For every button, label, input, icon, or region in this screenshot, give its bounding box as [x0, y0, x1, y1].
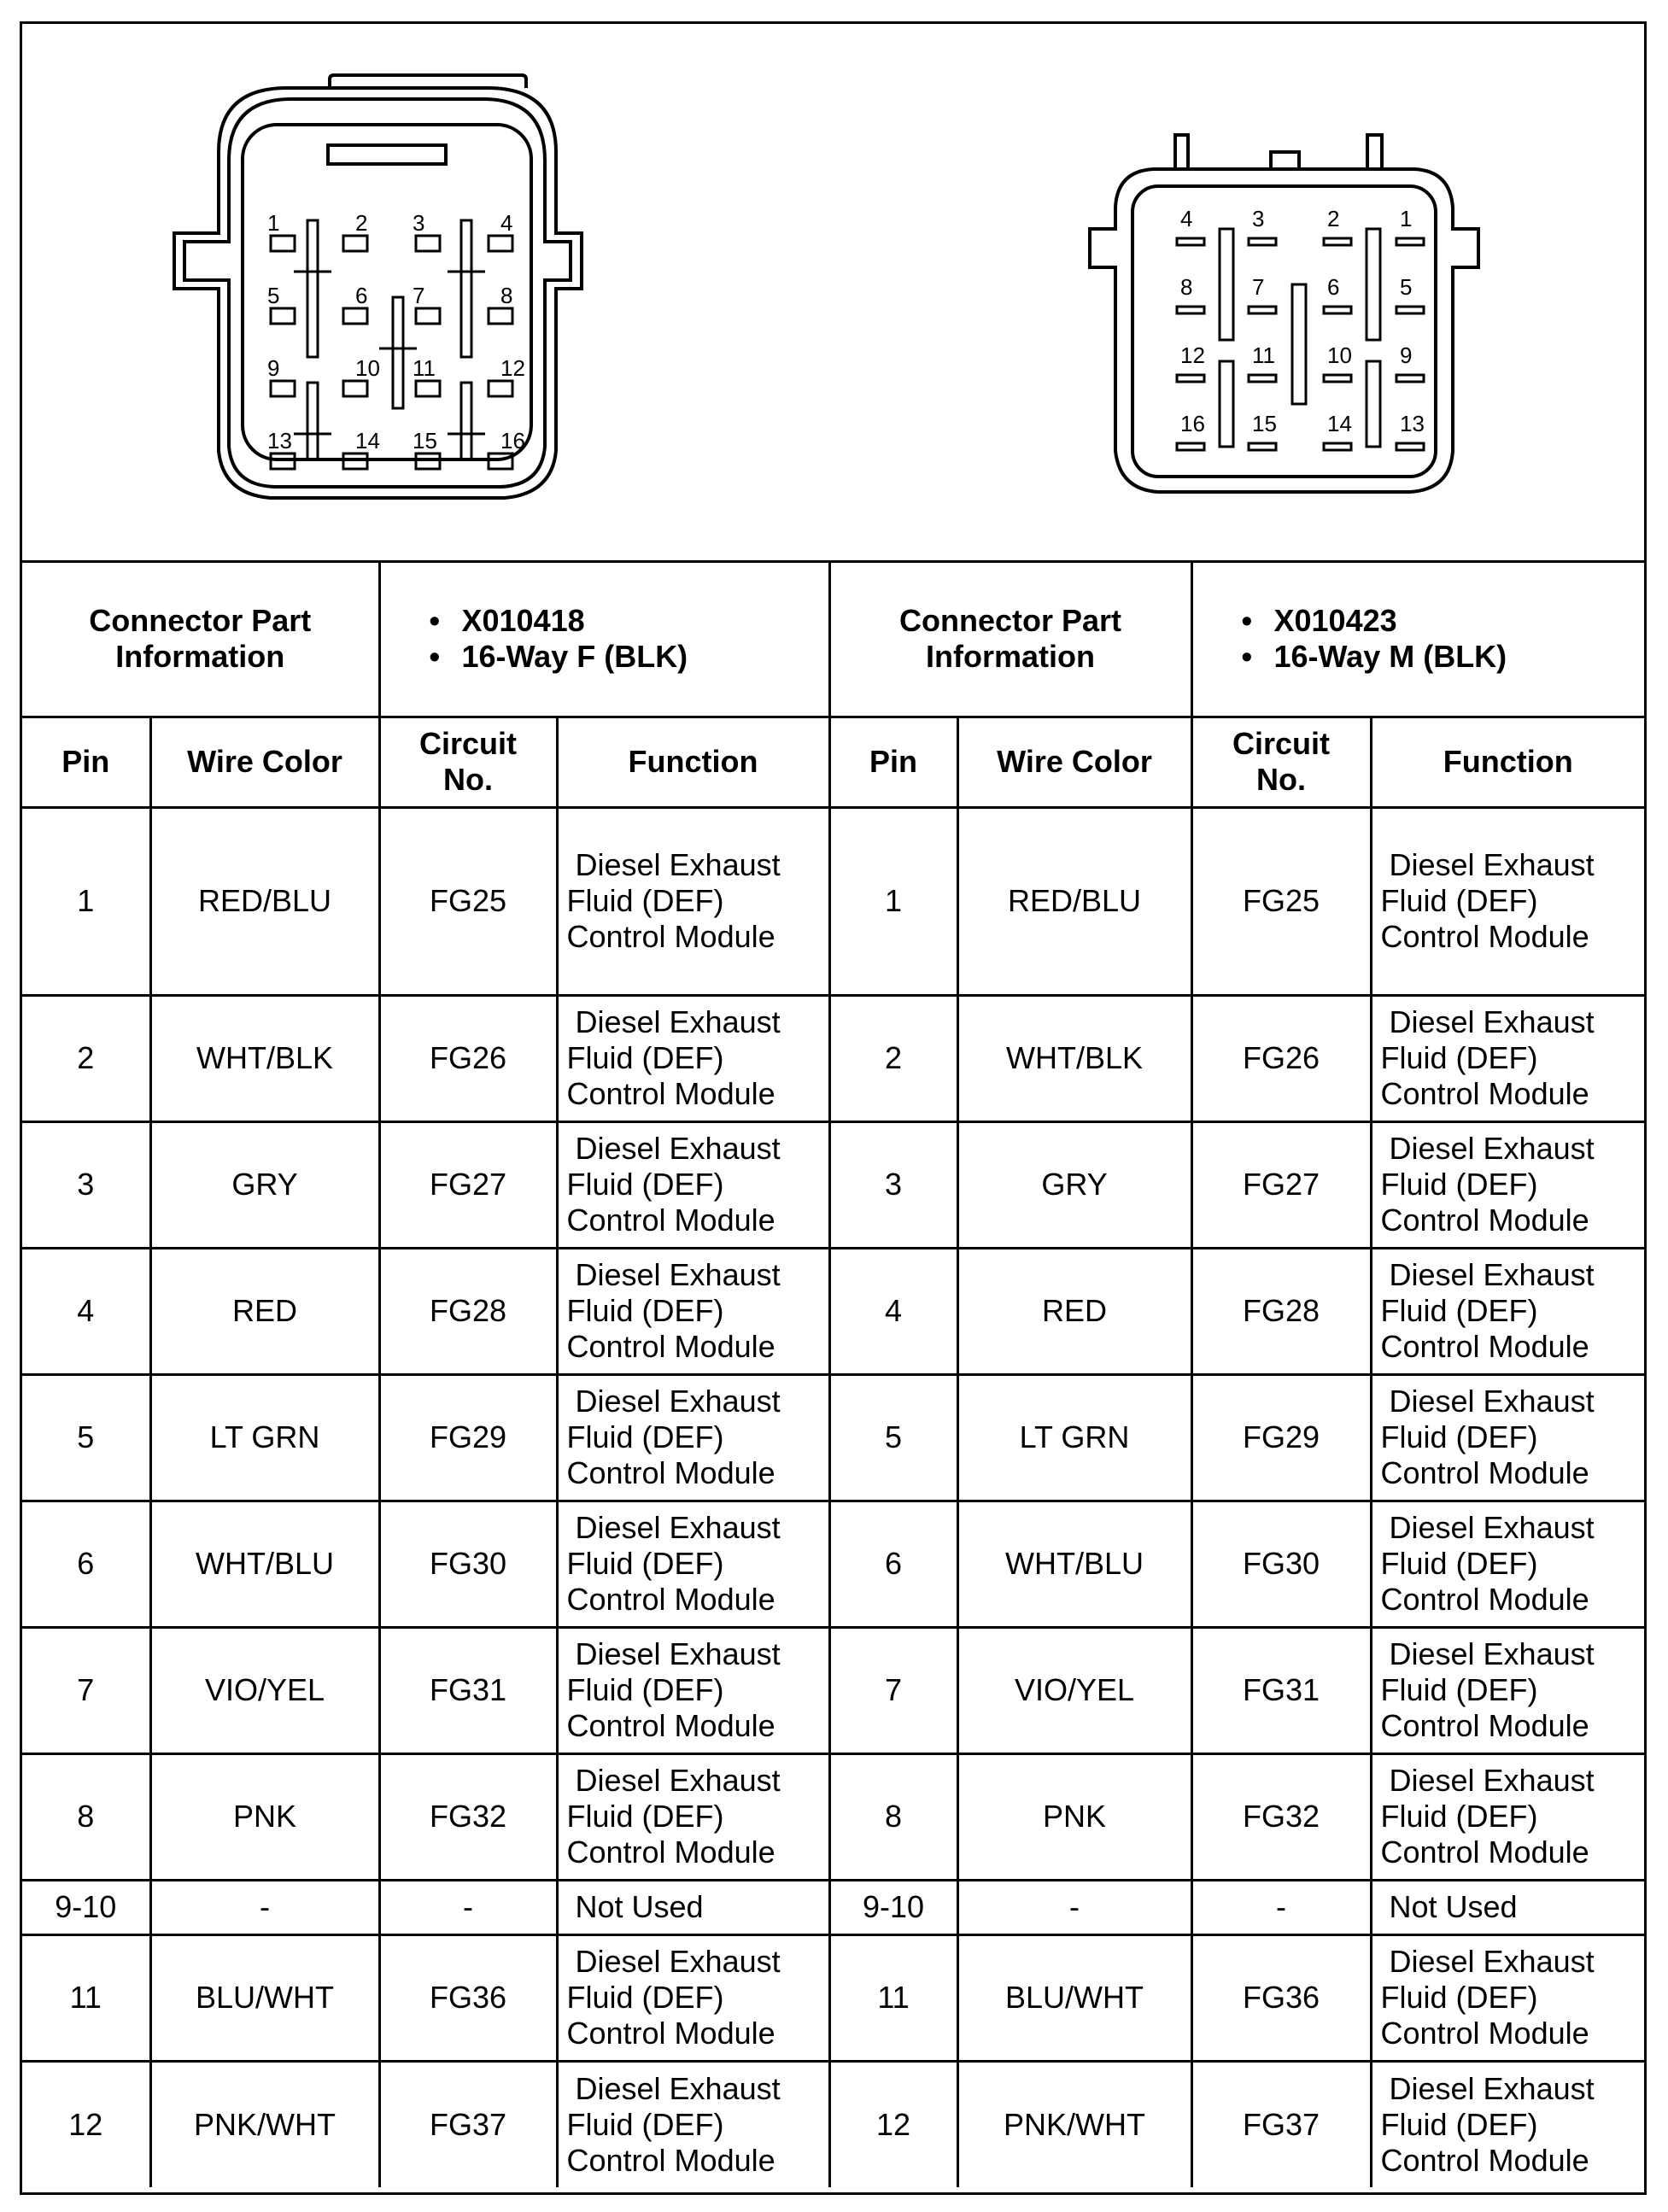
function-line: Diesel Exhaust: [1389, 2070, 1595, 2106]
function-cell: [557, 1934, 829, 2061]
pin-label: 6: [355, 283, 368, 308]
function-line: Fluid (DEF): [1380, 1546, 1538, 1581]
key-rib: [461, 383, 471, 459]
table-row: [22, 995, 1644, 1121]
wire-color-cell: WHT/BLU: [957, 1501, 1191, 1627]
connector-info-values-left: [379, 563, 829, 717]
function-line: Control Module: [566, 2142, 775, 2178]
pin-slot: [1396, 307, 1424, 313]
function-cell: [557, 1121, 829, 1248]
circuit-cell: FG28: [379, 1248, 557, 1374]
pin-label: 15: [1252, 411, 1277, 436]
pin-slot: [416, 236, 440, 251]
pin-slot: [271, 381, 295, 396]
wire-color-cell: RED/BLU: [150, 807, 379, 995]
pin-slot: [1177, 443, 1204, 450]
pin-cell: 12: [22, 2061, 150, 2187]
function-line: Control Module: [1380, 1455, 1589, 1490]
function-line: Control Module: [566, 1835, 775, 1870]
pin-label: 5: [1400, 274, 1413, 300]
circuit-cell: FG31: [1191, 1627, 1371, 1753]
connector-info-values-right: [1191, 563, 1644, 717]
pin-cell: 6: [22, 1501, 150, 1627]
function-line: Diesel Exhaust: [575, 1257, 781, 1292]
pin-slot: [1177, 307, 1204, 313]
pin-cell: 7: [22, 1627, 150, 1753]
connector-diagrams: [22, 24, 1644, 563]
table-row: [22, 2061, 1644, 2187]
wire-color-cell: LT GRN: [957, 1374, 1191, 1501]
function-line: Control Module: [1380, 2142, 1589, 2178]
circuit-cell: FG27: [1191, 1121, 1371, 1248]
circuit-cell: FG26: [1191, 995, 1371, 1121]
function-line: Fluid (DEF): [1380, 1419, 1538, 1454]
pin-cell: 1: [829, 807, 957, 995]
function-line: Fluid (DEF): [1380, 883, 1538, 918]
pin-cell: 6: [829, 1501, 957, 1627]
function-cell: [1371, 1934, 1644, 2061]
wire-color-cell: PNK: [957, 1753, 1191, 1880]
pin-label: 11: [413, 355, 436, 381]
pin-cell: 5: [829, 1374, 957, 1501]
pin-label: 9: [1400, 342, 1413, 368]
wire-color-cell: VIO/YEL: [957, 1627, 1191, 1753]
pin-label: 7: [413, 283, 425, 308]
function-cell: [1371, 807, 1644, 995]
wire-color-cell: RED/BLU: [957, 807, 1191, 995]
pin-label: 1: [267, 210, 280, 236]
circuit-cell: FG29: [379, 1374, 557, 1501]
wire-color-cell: RED: [150, 1248, 379, 1374]
function-line: Fluid (DEF): [566, 1293, 724, 1328]
wire-color-cell: PNK/WHT: [150, 2061, 379, 2187]
wire-color-cell: LT GRN: [150, 1374, 379, 1501]
function-cell: [557, 2061, 829, 2187]
circuit-cell: FG25: [379, 807, 557, 995]
pin-label: 1: [1400, 206, 1413, 231]
pin-cell: 5: [22, 1374, 150, 1501]
function-line: Diesel Exhaust: [575, 1384, 781, 1419]
pin-cell: 1: [22, 807, 150, 995]
pin-cell: 7: [829, 1627, 957, 1753]
function-line: Diesel Exhaust: [575, 1944, 781, 1979]
circuit-cell: FG32: [1191, 1753, 1371, 1880]
pin-label: 9: [267, 355, 280, 381]
pin-cell: 11: [829, 1934, 957, 2061]
function-line: Fluid (DEF): [1380, 1167, 1538, 1202]
table-row: [22, 1627, 1644, 1753]
connector-description-right: • 16-Way M (BLK): [1274, 639, 1645, 675]
key-rib: [307, 383, 318, 459]
pin-slot: [1324, 238, 1351, 245]
table-row: [22, 1501, 1644, 1627]
function-cell: [1371, 1501, 1644, 1627]
function-line: Fluid (DEF): [566, 1980, 724, 2015]
pin-label: 15: [413, 428, 437, 454]
function-cell: [557, 995, 829, 1121]
function-line: Diesel Exhaust: [575, 2070, 781, 2106]
circuit-cell: FG30: [379, 1501, 557, 1627]
pin-slot: [1324, 307, 1351, 313]
function-line: Control Module: [566, 1708, 775, 1743]
function-line: Control Module: [1380, 919, 1589, 954]
key-rib: [1220, 229, 1233, 340]
pin-label: 10: [1327, 342, 1352, 368]
key-rib: [1367, 361, 1380, 447]
pin-label: 14: [355, 428, 380, 454]
pin-label: 5: [267, 283, 280, 308]
pin-slot: [343, 236, 367, 251]
circuit-cell: FG26: [379, 995, 557, 1121]
function-line: Fluid (DEF): [566, 1040, 724, 1075]
function-cell: [1371, 2061, 1644, 2187]
wire-color-cell: WHT/BLK: [957, 995, 1191, 1121]
pin-label: 16: [500, 428, 525, 454]
pin-label: 13: [1400, 411, 1425, 436]
key-rib: [1292, 284, 1306, 404]
pin-label: 3: [413, 210, 425, 236]
function-line: Diesel Exhaust: [1389, 1763, 1595, 1798]
pin-slot: [1249, 443, 1276, 450]
function-cell: [557, 1627, 829, 1753]
function-cell: [557, 1374, 829, 1501]
pin-slot: [343, 308, 367, 324]
function-line: Fluid (DEF): [566, 1799, 724, 1834]
table-row: [22, 1753, 1644, 1880]
function-cell: [1371, 1627, 1644, 1753]
function-cell: [1371, 1880, 1644, 1934]
wire-color-cell: PNK/WHT: [957, 2061, 1191, 2187]
col-header-wire-color: Wire Color: [150, 717, 379, 807]
pin-label: 6: [1327, 274, 1340, 300]
wire-color-cell: PNK: [150, 1753, 379, 1880]
wire-color-cell: -: [150, 1880, 379, 1934]
pin-slot: [1249, 238, 1276, 245]
pin-cell: 2: [829, 995, 957, 1121]
pin-slot: [1249, 307, 1276, 313]
circuit-cell: FG29: [1191, 1374, 1371, 1501]
connector-info-label-right: Connector Part Information: [829, 563, 1191, 717]
table-row: [22, 1248, 1644, 1374]
connector-x010418-pins: [267, 210, 525, 469]
pin-label: 3: [1252, 206, 1265, 231]
wire-color-cell: BLU/WHT: [957, 1934, 1191, 2061]
pin-slot: [1177, 375, 1204, 382]
col-header-circuit: Circuit No.: [379, 717, 557, 807]
pin-slot: [489, 236, 512, 251]
pin-cell: 4: [22, 1248, 150, 1374]
pin-label: 10: [355, 355, 380, 381]
function-line: Fluid (DEF): [1380, 2106, 1538, 2142]
pin-label: 7: [1252, 274, 1265, 300]
pin-cell: 3: [22, 1121, 150, 1248]
circuit-cell: FG37: [379, 2061, 557, 2187]
pin-label: 8: [500, 283, 513, 308]
pin-slot: [1249, 375, 1276, 382]
function-line: Diesel Exhaust: [575, 1004, 781, 1039]
function-line: Fluid (DEF): [1380, 1672, 1538, 1707]
function-line: Control Module: [566, 1582, 775, 1617]
function-line: Fluid (DEF): [1380, 1293, 1538, 1328]
wire-color-cell: GRY: [957, 1121, 1191, 1248]
part-number-right: • X010423: [1274, 603, 1645, 639]
function-line: Diesel Exhaust: [1389, 1004, 1595, 1039]
function-line: Diesel Exhaust: [1389, 1257, 1595, 1292]
circuit-cell: FG28: [1191, 1248, 1371, 1374]
function-line: Control Module: [1380, 1203, 1589, 1238]
pin-slot: [416, 381, 440, 396]
column-header-row: [22, 717, 1644, 807]
wire-color-cell: GRY: [150, 1121, 379, 1248]
function-line: Diesel Exhaust: [575, 1763, 781, 1798]
function-line: Diesel Exhaust: [575, 1510, 781, 1545]
part-number-left: • X010418: [462, 603, 828, 639]
function-line: Fluid (DEF): [1380, 1040, 1538, 1075]
pin-slot: [1324, 375, 1351, 382]
pin-cell: 9-10: [22, 1880, 150, 1934]
pin-label: 11: [1252, 342, 1275, 368]
col-header-pin: Pin: [22, 717, 150, 807]
table-row: [22, 1121, 1644, 1248]
function-line: Fluid (DEF): [1380, 1799, 1538, 1834]
function-line: Control Module: [1380, 1329, 1589, 1364]
wire-color-cell: BLU/WHT: [150, 1934, 379, 2061]
table-row: [22, 1934, 1644, 2061]
table-row: [22, 807, 1644, 995]
pin-slot: [343, 381, 367, 396]
pin-slot: [1324, 443, 1351, 450]
connector-description-left: • 16-Way F (BLK): [462, 639, 828, 675]
circuit-cell: FG25: [1191, 807, 1371, 995]
pin-label: 4: [1180, 206, 1193, 231]
col-header-wire-color: Wire Color: [957, 717, 1191, 807]
function-line: Control Module: [566, 1329, 775, 1364]
pin-label: 16: [1180, 411, 1205, 436]
circuit-cell: -: [379, 1880, 557, 1934]
col-header-circuit: Circuit No.: [1191, 717, 1371, 807]
pin-slot: [489, 308, 512, 324]
pin-label: 12: [1180, 342, 1205, 368]
function-line: Fluid (DEF): [1380, 1980, 1538, 2015]
circuit-cell: FG37: [1191, 2061, 1371, 2187]
col-header-function: Function: [557, 717, 829, 807]
function-cell: [557, 1501, 829, 1627]
function-line: Control Module: [566, 2016, 775, 2051]
function-line: Control Module: [1380, 1582, 1589, 1617]
document-frame: [20, 21, 1647, 2195]
key-rib: [1220, 361, 1233, 447]
pin-slot: [489, 381, 512, 396]
connector-info-row: [22, 563, 1644, 717]
pin-cell: 8: [829, 1753, 957, 1880]
pin-slot: [1396, 238, 1424, 245]
wire-color-cell: WHT/BLU: [150, 1501, 379, 1627]
circuit-cell: FG31: [379, 1627, 557, 1753]
function-line: Fluid (DEF): [566, 1672, 724, 1707]
function-line: Fluid (DEF): [566, 2106, 724, 2142]
function-line: Diesel Exhaust: [1389, 1944, 1595, 1979]
function-line: Fluid (DEF): [566, 1546, 724, 1581]
function-line: Control Module: [1380, 2016, 1589, 2051]
pin-slot: [271, 308, 295, 324]
function-cell: [557, 1880, 829, 1934]
connector-x010423-pins: [1177, 206, 1425, 450]
circuit-cell: FG32: [379, 1753, 557, 1880]
wire-color-cell: VIO/YEL: [150, 1627, 379, 1753]
function-line: Control Module: [566, 1076, 775, 1111]
pin-cell: 2: [22, 995, 150, 1121]
pin-cell: 11: [22, 1934, 150, 2061]
function-cell: [557, 807, 829, 995]
function-cell: [1371, 1753, 1644, 1880]
pin-label: 2: [1327, 206, 1340, 231]
pin-label: 2: [355, 210, 368, 236]
pin-label: 12: [500, 355, 525, 381]
pin-label: 8: [1180, 274, 1193, 300]
circuit-cell: FG36: [1191, 1934, 1371, 2061]
function-line: Fluid (DEF): [566, 883, 724, 918]
pin-slot: [1177, 238, 1204, 245]
circuit-cell: FG30: [1191, 1501, 1371, 1627]
function-line: Diesel Exhaust: [1389, 1131, 1595, 1166]
function-line: Control Module: [566, 919, 775, 954]
wire-color-cell: RED: [957, 1248, 1191, 1374]
pin-slot: [1396, 375, 1424, 382]
wire-color-cell: WHT/BLK: [150, 995, 379, 1121]
circuit-cell: FG36: [379, 1934, 557, 2061]
col-header-function: Function: [1371, 717, 1644, 807]
pin-label: 14: [1327, 411, 1352, 436]
function-line: Control Module: [1380, 1708, 1589, 1743]
function-line: Diesel Exhaust: [1389, 1510, 1595, 1545]
function-line: Diesel Exhaust: [575, 1131, 781, 1166]
pin-slot: [1396, 443, 1424, 450]
circuit-cell: -: [1191, 1880, 1371, 1934]
connector-views: [22, 24, 1644, 560]
function-cell: [1371, 1248, 1644, 1374]
function-line: Control Module: [566, 1203, 775, 1238]
function-line: Control Module: [1380, 1076, 1589, 1111]
function-line: Diesel Exhaust: [1389, 1384, 1595, 1419]
function-line: Control Module: [1380, 1835, 1589, 1870]
pin-cell: 12: [829, 2061, 957, 2187]
function-line: Not Used: [1389, 1889, 1518, 1924]
pin-cell: 3: [829, 1121, 957, 1248]
function-cell: [1371, 995, 1644, 1121]
wire-color-cell: -: [957, 1880, 1191, 1934]
pin-cell: 4: [829, 1248, 957, 1374]
function-cell: [557, 1248, 829, 1374]
pin-slot: [416, 308, 440, 324]
function-cell: [1371, 1374, 1644, 1501]
function-line: Diesel Exhaust: [1389, 1636, 1595, 1671]
key-rib: [393, 297, 403, 408]
key-rib: [307, 220, 318, 357]
col-header-pin: Pin: [829, 717, 957, 807]
pin-cell: 8: [22, 1753, 150, 1880]
function-line: Fluid (DEF): [566, 1167, 724, 1202]
function-line: Not Used: [575, 1889, 704, 1924]
pin-cell: 9-10: [829, 1880, 957, 1934]
connector-info-label-left: Connector Part Information: [22, 563, 379, 717]
function-cell: [557, 1753, 829, 1880]
pinout-table: [22, 563, 1644, 2187]
key-rib: [461, 220, 471, 357]
function-cell: [1371, 1121, 1644, 1248]
function-line: Fluid (DEF): [566, 1419, 724, 1454]
function-line: Diesel Exhaust: [575, 847, 781, 882]
pin-label: 4: [500, 210, 513, 236]
function-line: Control Module: [566, 1455, 775, 1490]
key-rib: [1367, 229, 1380, 340]
pin-label: 13: [267, 428, 292, 454]
function-line: Diesel Exhaust: [575, 1636, 781, 1671]
table-row: [22, 1880, 1644, 1934]
function-line: Diesel Exhaust: [1389, 847, 1595, 882]
pin-slot: [271, 236, 295, 251]
table-row: [22, 1374, 1644, 1501]
circuit-cell: FG27: [379, 1121, 557, 1248]
